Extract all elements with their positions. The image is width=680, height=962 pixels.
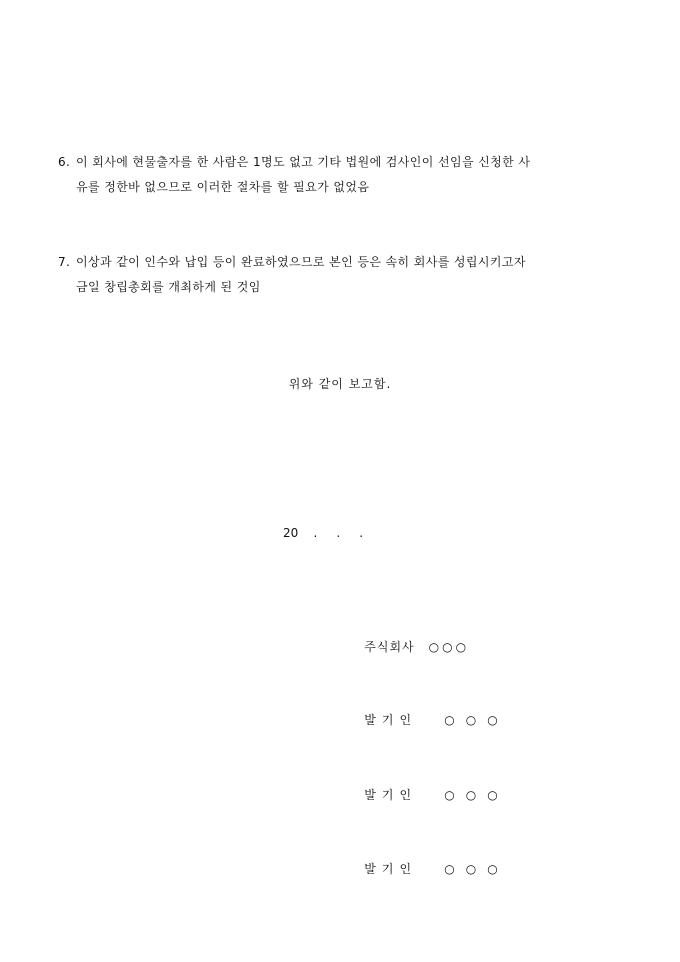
date-line: 20 . . . [283, 526, 364, 540]
clause-7 [58, 250, 633, 300]
company-signature [345, 624, 469, 669]
company-name-placeholder: ○○○ [428, 640, 470, 654]
promoter-label: 발기인 [364, 788, 418, 802]
report-statement: 위와 같이 보고함. [288, 377, 392, 391]
clause-text-line-1: 이 회사에 현물출자를 한 사람은 1명도 없고 기타 법원에 검사인이 선임을 신청한 사 [76, 155, 531, 169]
clause-number: 6. [58, 155, 71, 169]
clause-text-line-2: 금일 창립총회를 개최하게 된 것임 [76, 280, 261, 294]
promoter-name-placeholder: ○○○ [444, 788, 509, 802]
clause-6 [58, 150, 633, 200]
promoter-signature-2 [345, 772, 509, 817]
promoter-signature-1 [345, 697, 509, 742]
promoter-label: 발기인 [364, 713, 418, 727]
promoter-name-placeholder: ○○○ [444, 862, 509, 876]
clause-text-line-1: 이상과 같이 인수와 납입 등이 완료하였으므로 본인 등은 속히 회사를 성립시키고자 [76, 255, 526, 269]
promoter-signature-3 [345, 846, 509, 891]
clause-number: 7. [58, 255, 71, 269]
clause-text-line-2: 유를 정한바 없으므로 이러한 절차를 할 필요가 없었음 [76, 180, 370, 194]
company-label: 주식회사 [364, 640, 415, 654]
promoter-label: 발기인 [364, 862, 418, 876]
promoter-name-placeholder: ○○○ [444, 713, 509, 727]
